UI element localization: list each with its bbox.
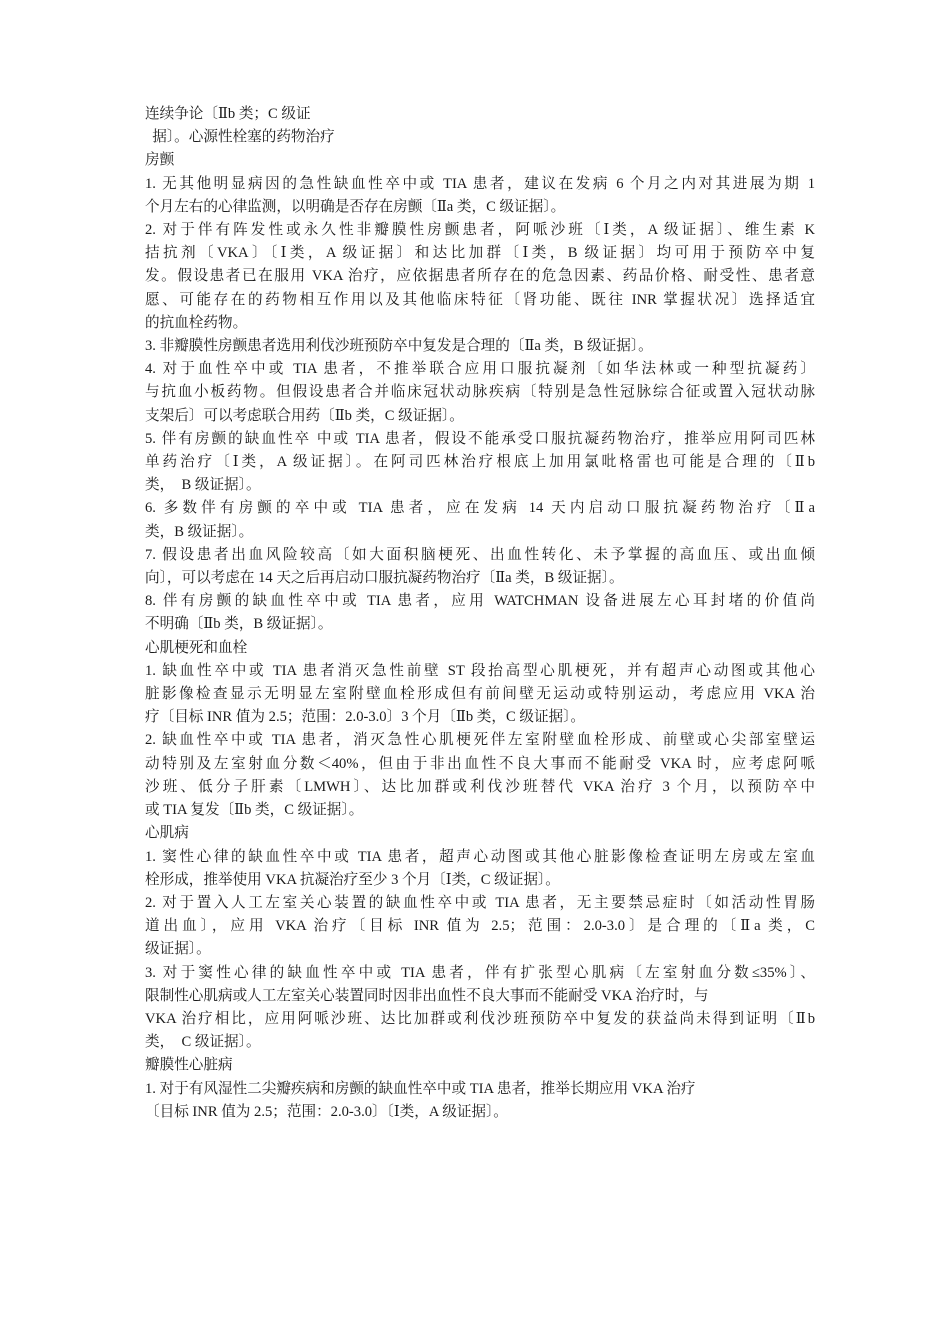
text-line: 动特别及左室射血分数＜40%，但由于非出血性不良大事而不能耐受 VKA 时，应考虑阿哌 bbox=[145, 755, 815, 772]
text-line: 7. 假设患者出血风险较高〔如大面积脑梗死、出血性转化、未予掌握的高血压、或出血倾 bbox=[145, 546, 815, 563]
text-line: 支架后〕可以考虑联合用药〔Ⅱb 类，C 级证据〕。 bbox=[145, 407, 464, 424]
text-line: 1. 无其他明显病因的急性缺血性卒中或 TIA 患者，建议在发病 6 个月之内对其进展为期 1 bbox=[145, 175, 815, 192]
text-line: 脏影像检查显示无明显左室附壁血栓形成但有前间壁无运动或特别运动，考虑应用 VKA 治 bbox=[145, 686, 815, 703]
text-line: 1. 缺血性卒中或 TIA 患者消灭急性前壁 ST 段抬高型心肌梗死，并有超声心动图或其他心 bbox=[145, 662, 815, 679]
text-line: 类， B 级证据〕。 bbox=[145, 477, 261, 494]
text-line: 个月左右的心律监测，以明确是否存在房颤〔Ⅱa 类，C 级证据〕。 bbox=[145, 198, 566, 215]
text-line: 房颤 bbox=[145, 152, 175, 169]
text-line: 拮抗剂〔VKA〕〔Ⅰ类，A 级证据〕和达比加群〔Ⅰ类，B 级证据〕均可用于预防卒中复 bbox=[145, 245, 815, 262]
text-line: 2. 对于伴有阵发性或永久性非瓣膜性房颤患者，阿哌沙班〔Ⅰ类，A 级证据〕、维生素 K bbox=[145, 222, 815, 239]
text-line: 发。假设患者已在服用 VKA 治疗，应依据患者所存在的危急因素、药品价格、耐受性、患者意 bbox=[145, 268, 815, 285]
text-line: 不明确〔Ⅱb 类，B 级证据〕。 bbox=[145, 616, 333, 633]
text-line: 〔目标 INR 值为 2.5；范围：2.0-3.0〕〔Ⅰ类，A 级证据〕。 bbox=[145, 1103, 508, 1120]
text-line: 心肌病 bbox=[145, 825, 189, 842]
text-line: 沙班、低分子肝素〔LMWH〕、达比加群或利伐沙班替代 VKA 治疗 3 个月，以预防卒中 bbox=[145, 778, 815, 795]
text-line: 瓣膜性心脏病 bbox=[145, 1057, 233, 1074]
text-line: 4. 对于血性卒中或 TIA 患者，不推举联合应用口服抗凝剂〔如华法林或一种型抗凝药〕 bbox=[145, 361, 815, 378]
text-line: 心肌梗死和血栓 bbox=[145, 639, 248, 656]
text-line: 或 TIA 复发〔Ⅱb 类，C 级证据〕。 bbox=[145, 802, 364, 819]
text-line: 道出血〕，应用 VKA 治疗〔目标 INR 值为 2.5；范围：2.0-3.0〕是合理的〔Ⅱa 类，C bbox=[145, 918, 815, 935]
text-line: 与抗血小板药物。但假设患者合并临床冠状动脉疾病〔特别是急性冠脉综合征或置入冠状动脉 bbox=[145, 384, 815, 401]
text-line: 据〕。心源性栓塞的药物治疗 bbox=[145, 129, 335, 146]
text-line: 类，B 级证据〕。 bbox=[145, 523, 254, 540]
text-line: 6. 多数伴有房颤的卒中或 TIA 患者，应在发病 14 天内启动口服抗凝药物治疗〔Ⅱa bbox=[145, 500, 815, 517]
text-line: 2. 缺血性卒中或 TIA 患者，消灭急性心肌梗死伴左室附壁血栓形成、前壁或心尖部室壁运 bbox=[145, 732, 815, 749]
text-line: 栓形成，推举使用 VKA 抗凝治疗至少 3 个月〔Ⅰ类，C 级证据〕。 bbox=[145, 871, 560, 888]
text-line: 2. 对于置入人工左室关心装置的缺血性卒中或 TIA 患者，无主要禁忌症时〔如活动性胃肠 bbox=[145, 894, 815, 911]
text-line: 愿、可能存在的药物相互作用以及其他临床特征〔肾功能、既往 INR 掌握状况〕选择适宜 bbox=[145, 291, 815, 308]
text-line: 3. 非瓣膜性房颤患者选用利伐沙班预防卒中复发是合理的〔Ⅱa 类，B 级证据〕。 bbox=[145, 338, 653, 355]
text-line: 限制性心肌病或人工左室关心装置同时因非出血性不良大事而不能耐受 VKA 治疗时，与 bbox=[145, 987, 709, 1004]
text-line: 1. 窦性心律的缺血性卒中或 TIA 患者，超声心动图或其他心脏影像检查证明左房或左室血 bbox=[145, 848, 815, 865]
text-line: 级证据〕。 bbox=[145, 941, 211, 958]
text-line: 类， C 级证据〕。 bbox=[145, 1034, 261, 1051]
text-line: VKA 治疗相比，应用阿哌沙班、达比加群或利伐沙班预防卒中复发的获益尚未得到证明〔Ⅱb bbox=[145, 1010, 815, 1027]
text-line: 5. 伴有房颤的缺血性卒 中或 TIA 患者，假设不能承受口服抗凝药物治疗，推举应用阿司匹林 bbox=[145, 430, 815, 447]
text-line: 的抗血栓药物。 bbox=[145, 314, 248, 331]
text-line: 连续争论〔Ⅱb 类；C 级证 bbox=[145, 106, 311, 122]
text-line: 3. 对于窦性心律的缺血性卒中或 TIA 患者，伴有扩张型心肌病〔左室射血分数≤35%〕、 bbox=[145, 964, 815, 981]
text-line: 单药治疗〔Ⅰ类，A 级证据〕。在阿司匹林治疗根底上加用氯吡格雷也可能是合理的〔Ⅱb bbox=[145, 454, 815, 471]
text-line: 疗〔目标 INR 值为 2.5；范围：2.0-3.0〕3 个月〔Ⅱb 类，C 级证据〕。 bbox=[145, 709, 586, 726]
text-line: 1. 对于有风湿性二尖瓣疾病和房颤的缺血性卒中或 TIA 患者，推举长期应用 VKA 治疗 bbox=[145, 1080, 696, 1097]
text-line: 8. 伴有房颤的缺血性卒中或 TIA 患者，应用 WATCHMAN 设备进展左心耳封堵的价值尚 bbox=[145, 593, 815, 610]
text-line: 向〕，可以考虑在 14 天之后再启动口服抗凝药物治疗〔Ⅱa 类，B 级证据〕。 bbox=[145, 570, 624, 587]
document-body bbox=[145, 103, 815, 1124]
